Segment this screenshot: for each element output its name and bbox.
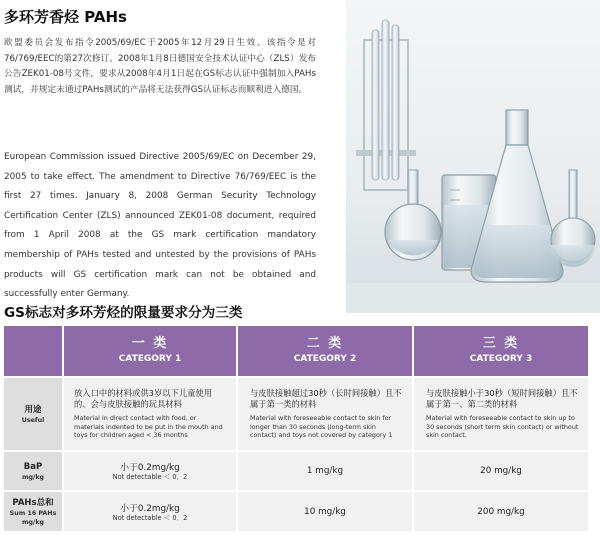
row-label-cn: BaP <box>23 461 43 472</box>
intro-paragraph-chinese: 欧盟委员会发布指令2005/69/EC于2005年12月29日生效。该指令是对76/769/EEC的第27次修订。2008年1月8日德国安全技术认证中心（ZLS）发布公告ZEK01-08号文件，要求从2008年4月1日起在GS标志认证中强制加入PAHs测试，并规定未通过PAHs测试的产品将无法获得GS认证标志而顺利进入德国。 <box>4 38 316 95</box>
table-row-usage <box>4 378 588 450</box>
column-header-en: CATEGORY 3 <box>469 354 533 364</box>
intro-paragraph-english: European Commission issued Directive 2005/69/EC on December 29, 2005 to take effect. The amendment to Directive 76/769/EEC is the first 27 times. January 8, 2008 German Security Technology Certification Center (ZLS) announced ZEK01-08 document, required from 1 April 2008 at the GS mark certification mandatory membership of PAHs tested and untested by the provisions of PAHs products will GS certification mark can not be obtained and successfully enter Germany. <box>4 152 316 300</box>
table-cell <box>238 378 412 450</box>
row-label-cn: PAHs总和 <box>12 497 54 508</box>
page-title: 多环芳香烃 PAHs <box>4 8 127 26</box>
table-cell <box>64 452 236 490</box>
row-label <box>4 492 62 531</box>
column-header-cn: 一 类 <box>131 336 169 351</box>
table-cell <box>414 492 588 531</box>
column-header-cn: 二 类 <box>306 336 344 351</box>
table-cell <box>238 452 412 490</box>
table-cell <box>64 492 236 531</box>
cell-value: 小于0.2mg/kg <box>120 463 180 473</box>
cell-value: 10 mg/kg <box>304 506 346 517</box>
table-row-bap <box>4 452 588 490</box>
row-label-cn: 用途 <box>24 404 42 415</box>
row-label <box>4 452 62 490</box>
column-header-en: CATEGORY 2 <box>293 354 357 364</box>
column-header-en: CATEGORY 1 <box>118 354 182 364</box>
cell-value: 1 mg/kg <box>306 466 344 476</box>
cell-text-cn: 与皮肤接触小于30秒（短时间接触）且不属于第一、第二类的材料 <box>426 387 578 410</box>
table-row-pahs-sum <box>4 492 588 531</box>
row-label-en: Sum 16 PAHs mg/kg <box>9 509 57 526</box>
table-cell <box>64 378 236 450</box>
cell-subtext: Not detectable ＜ 0．2 <box>112 473 188 481</box>
pah-limits-table <box>4 326 588 531</box>
cell-value: 200 mg/kg <box>477 506 525 517</box>
cell-text-en: Material with foreseeable contact to skin for longer than 30 seconds (long-term skin contact) and toys not covered by category 1 <box>250 413 393 440</box>
column-header-category-3 <box>414 326 588 376</box>
row-label-en: Useful <box>21 416 45 424</box>
cell-text-cn: 放入口中的材料或供3岁以下儿童使用的、会与皮肤接触的玩具材料 <box>74 387 213 410</box>
row-label-en: mg/kg <box>21 473 45 481</box>
column-header-cn: 三 类 <box>482 336 520 351</box>
section-title: GS标志对多环芳烃的限量要求分为三类 <box>4 305 243 321</box>
cell-text-en: Material with foreseeable contact to skin up to 30 seconds (short term skin contact) or without skin contact. <box>426 413 579 440</box>
lab-glassware-photo <box>346 0 600 313</box>
glassware-illustration <box>346 0 600 313</box>
column-header-category-1 <box>64 326 236 376</box>
table-cell <box>414 378 588 450</box>
table-cell <box>238 492 412 531</box>
cell-subtext: Not detectable ＜ 0．2 <box>112 513 188 522</box>
header-corner-cell <box>4 326 62 376</box>
cell-value: 20 mg/kg <box>480 466 522 476</box>
row-label <box>4 378 62 450</box>
cell-text-en: Material in direct contact with food, or materials indented to be put in the mouth and toys for children aged < 36 months <box>74 413 223 440</box>
column-header-category-2 <box>238 326 412 376</box>
cell-value: 小于0.2mg/kg <box>120 503 180 514</box>
table-cell <box>414 452 588 490</box>
cell-text-cn: 与皮肤接触超过30秒（长时间接触）且不属于第一类的材料 <box>250 387 402 410</box>
